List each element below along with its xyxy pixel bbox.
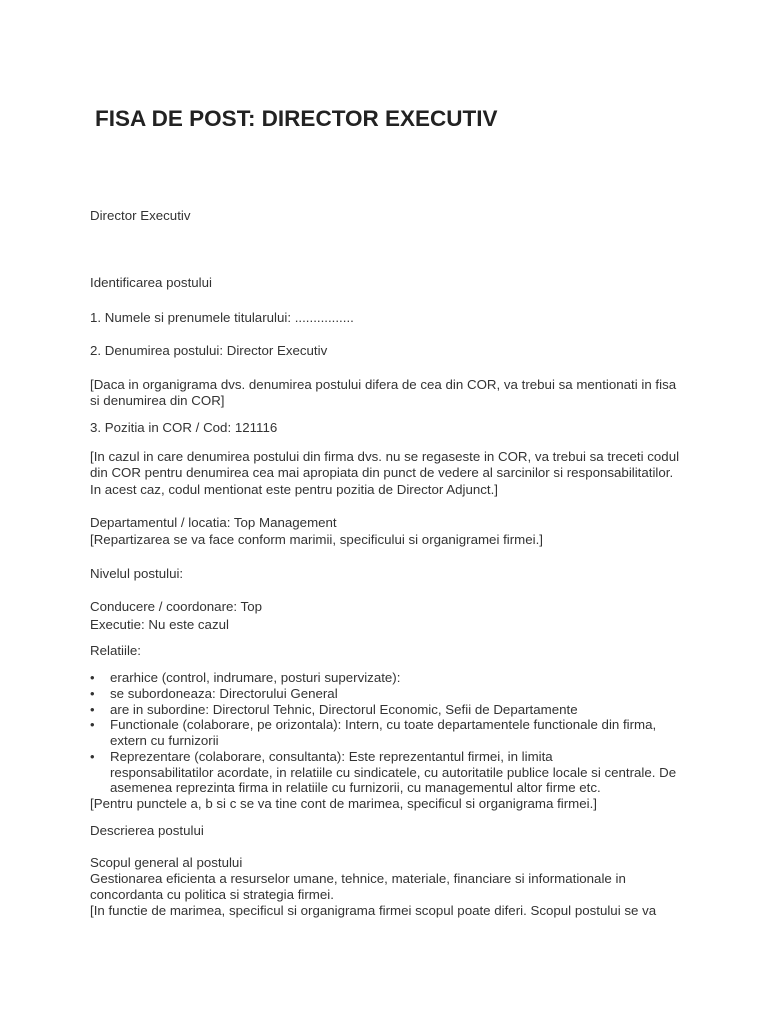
list-item-continuation: responsabilitatilor acordate, in relatiile cu sindicatele, cu autoritatile publice locale si centrale. De xyxy=(110,765,677,780)
scopul-note: [In functie de marimea, specificul si organigrama firmei scopul poate diferi. Scopul postului se va xyxy=(90,903,657,918)
nivel-heading: Nivelul postului: xyxy=(90,566,184,581)
note-cor-line-2: si denumirea din COR] xyxy=(90,393,225,408)
list-item: se subordoneaza: Directorului General xyxy=(110,686,338,701)
subtitle: Director Executiv xyxy=(90,208,191,223)
bullet-symbol: • xyxy=(90,670,95,685)
bullet-symbol: • xyxy=(90,749,95,764)
scopul-heading: Scopul general al postului xyxy=(90,855,243,870)
list-item-continuation: extern cu furnizorii xyxy=(110,733,219,748)
descrierea-heading: Descrierea postului xyxy=(90,823,204,838)
note-cod-line-1: [In cazul in care denumirea postului din firma dvs. nu se regaseste in COR, va trebui sa treceti codul xyxy=(90,449,680,464)
bullet-symbol: • xyxy=(90,717,95,732)
page-title: FISA DE POST: DIRECTOR EXECUTIV xyxy=(95,106,498,131)
list-item: are in subordine: Directorul Tehnic, Directorul Economic, Sefii de Departamente xyxy=(110,702,578,717)
punctele-note: [Pentru punctele a, b si c se va tine cont de marimea, specificul si organigrama firmei.] xyxy=(90,796,597,811)
scopul-line-1: Gestionarea eficienta a resurselor umane, tehnice, materiale, financiare si informationale in xyxy=(90,871,626,886)
item-numele: 1. Numele si prenumele titularului: ................ xyxy=(90,310,354,325)
relatii-heading: Relatiile: xyxy=(90,643,141,658)
scopul-line-2: concordanta cu politica si strategia firmei. xyxy=(90,887,334,902)
departament-line: Departamentul / locatia: Top Management xyxy=(90,515,337,530)
list-item: Reprezentare (colaborare, consultanta): Este reprezentantul firmei, in limita xyxy=(110,749,553,764)
note-cod-line-2: din COR pentru denumirea cea mai apropiata din punct de vedere al sarcinilor si responsabilitatilor. xyxy=(90,465,674,480)
departament-note: [Repartizarea se va face conform marimii, specificului si organigramei firmei.] xyxy=(90,532,543,547)
item-pozitia-cor: 3. Pozitia in COR / Cod: 121116 xyxy=(90,420,278,435)
bullet-symbol: • xyxy=(90,686,95,701)
note-cod-line-3: In acest caz, codul mentionat este pentru pozitia de Director Adjunct.] xyxy=(90,482,498,497)
item-denumirea: 2. Denumirea postului: Director Executiv xyxy=(90,343,328,358)
list-item: Functionale (colaborare, pe orizontala): Intern, cu toate departamentele functionale din firma, xyxy=(110,717,657,732)
note-cor-line-1: [Daca in organigrama dvs. denumirea postului difera de cea din COR, va trebui sa mentionati in fisa xyxy=(90,377,677,392)
section-heading-identificare: Identificarea postului xyxy=(90,275,212,290)
conducere-line: Conducere / coordonare: Top xyxy=(90,599,262,614)
list-item-continuation: asemenea reprezinta firma in relatiile cu furnizorii, cu managementul altor firme etc. xyxy=(110,780,601,795)
list-item: erarhice (control, indrumare, posturi supervizate): xyxy=(110,670,401,685)
bullet-symbol: • xyxy=(90,702,95,717)
executie-line: Executie: Nu este cazul xyxy=(90,617,229,632)
